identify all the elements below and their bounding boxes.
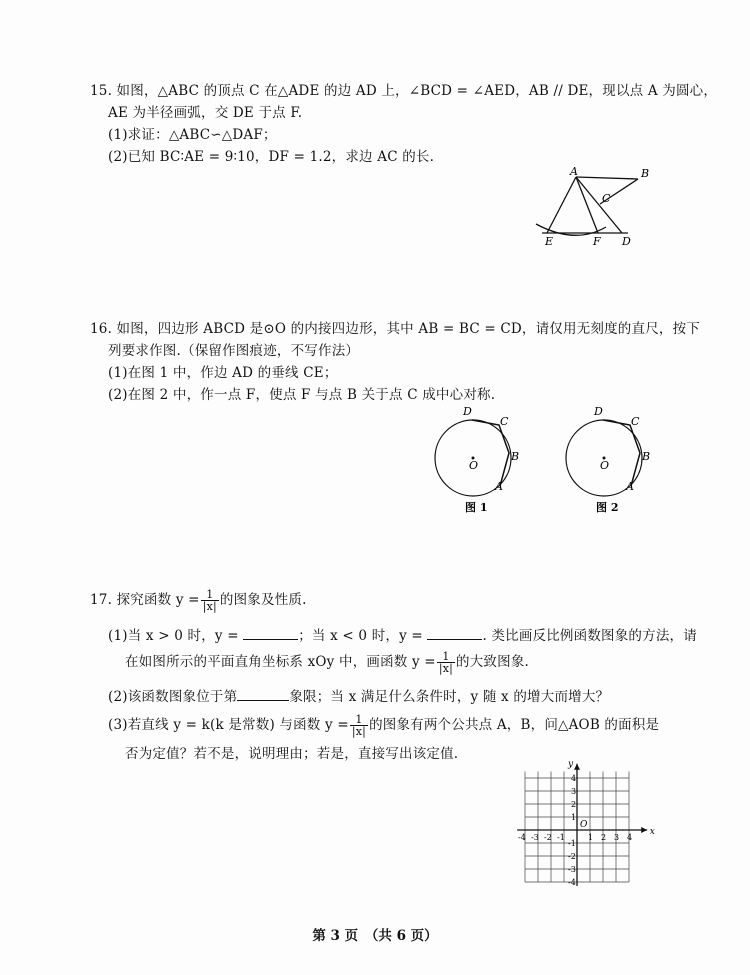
- fig1-label-D: D: [463, 405, 472, 418]
- y-tick-label: 4: [571, 774, 577, 783]
- q17-title: 17. 探究函数 y = $\frac{1}{|x|}$ 的图象及性质.: [90, 588, 307, 613]
- seg-ad: [576, 177, 622, 233]
- q16-line1: 16. 如图，四边形 ABCD 是⊙O 的内接四边形，其中 AB = BC = CD，请仅用无刻度的直尺，按下: [90, 321, 700, 337]
- q16-line2: 列要求作图.（保留作图痕迹，不写作法）: [108, 343, 360, 359]
- y-axis-arrow: [574, 764, 580, 770]
- fig2-label-D: D: [594, 405, 603, 418]
- q15-line2: AE 为半径画弧，交 DE 于点 F.: [108, 105, 303, 121]
- x-tick-label: 3: [614, 833, 620, 842]
- q16-figure2: [560, 400, 660, 515]
- label-F: F: [593, 235, 601, 248]
- q16-part1: (1)在图 1 中，作边 AD 的垂线 CE；: [108, 365, 338, 381]
- fig1-label-A: A: [495, 480, 503, 493]
- y-tick-label: -3: [568, 865, 576, 874]
- fig1-label-O: O: [469, 459, 479, 472]
- fig2-label-C: C: [631, 415, 640, 428]
- x-tick-label: -4: [518, 833, 526, 842]
- label-B: B: [641, 167, 650, 180]
- axis-label-x: x: [649, 827, 655, 837]
- fig1-label-B: B: [511, 450, 520, 463]
- y-tick-label: -4: [568, 878, 576, 887]
- label-D: D: [622, 235, 631, 248]
- q15-line1: 15. 如图，△ABC 的顶点 C 在△ADE 的边 AD 上，∠BCD = ∠AED，AB // DE，现以点 A 为圆心，: [90, 83, 718, 99]
- y-tick-label: -2: [568, 852, 576, 861]
- origin-label: O: [580, 820, 588, 830]
- label-C: C: [602, 192, 611, 205]
- q17-coordinate-grid: [510, 760, 660, 890]
- x-axis-arrow: [641, 827, 647, 833]
- label-A: A: [570, 165, 578, 178]
- q17-part1-line2: 在如图所示的平面直角坐标系 xOy 中，画函数 y = $\frac{1}{|x|}$ 的大致图象.: [125, 650, 530, 675]
- answer-blank-2[interactable]: [427, 626, 482, 640]
- fig1-label-C: C: [500, 415, 509, 428]
- axis-label-y: y: [568, 759, 574, 770]
- y-tick-label: 2: [571, 800, 577, 809]
- q15-figure: [520, 160, 660, 250]
- fig1-caption: 图 1: [465, 501, 488, 514]
- q16-part2: (2)在图 2 中，作一点 F，使点 F 与点 B 关于点 C 成中心对称.: [108, 387, 496, 403]
- x-tick-label: -3: [531, 833, 539, 842]
- q16-figure1: [428, 400, 528, 515]
- fig2-label-B: B: [642, 450, 651, 463]
- x-tick-label: 1: [588, 833, 594, 842]
- page-footer: 第 3 页 （共 6 页）: [312, 928, 438, 944]
- q15-part1: (1)求证：△ABC∽△DAF；: [108, 127, 277, 143]
- x-tick-label: 4: [627, 833, 633, 842]
- fig2-caption: 图 2: [596, 501, 619, 514]
- q17-part2: (2)该函数图象位于第 象限；当 x 满足什么条件时，y 随 x 的增大而增大？: [108, 689, 610, 705]
- q17-part1-line1: (1)当 x > 0 时，y = ；当 x < 0 时，y = . 类比画反比例函数图象的方法，请: [108, 628, 697, 644]
- seg-ae: [547, 177, 576, 233]
- x-tick-label: -2: [544, 833, 552, 842]
- fig2-label-O: O: [600, 459, 610, 472]
- x-tick-label: 2: [601, 833, 607, 842]
- seg-ab: [576, 177, 638, 179]
- answer-blank-1[interactable]: [243, 626, 298, 640]
- seg-af: [576, 177, 598, 233]
- q17-part3-line1: (3)若直线 y = k(k 是常数) 与函数 y = $\frac{1}{|x|}$ 的图象有两个公共点 A，B，问△AOB 的面积是: [108, 713, 660, 738]
- fig2-label-A: A: [626, 480, 634, 493]
- y-tick-label: -1: [568, 839, 576, 848]
- label-E: E: [545, 235, 554, 248]
- x-tick-label: -1: [557, 833, 565, 842]
- q15-part2: (2)已知 BC∶AE = 9∶10，DF = 1.2，求边 AC 的长.: [108, 149, 435, 165]
- y-tick-label: 3: [571, 787, 577, 796]
- y-tick-label: 1: [571, 813, 577, 822]
- q17-part3-line2: 否为定值？若不是，说明理由；若是，直接写出该定值.: [125, 746, 459, 762]
- answer-blank-3[interactable]: [237, 687, 289, 701]
